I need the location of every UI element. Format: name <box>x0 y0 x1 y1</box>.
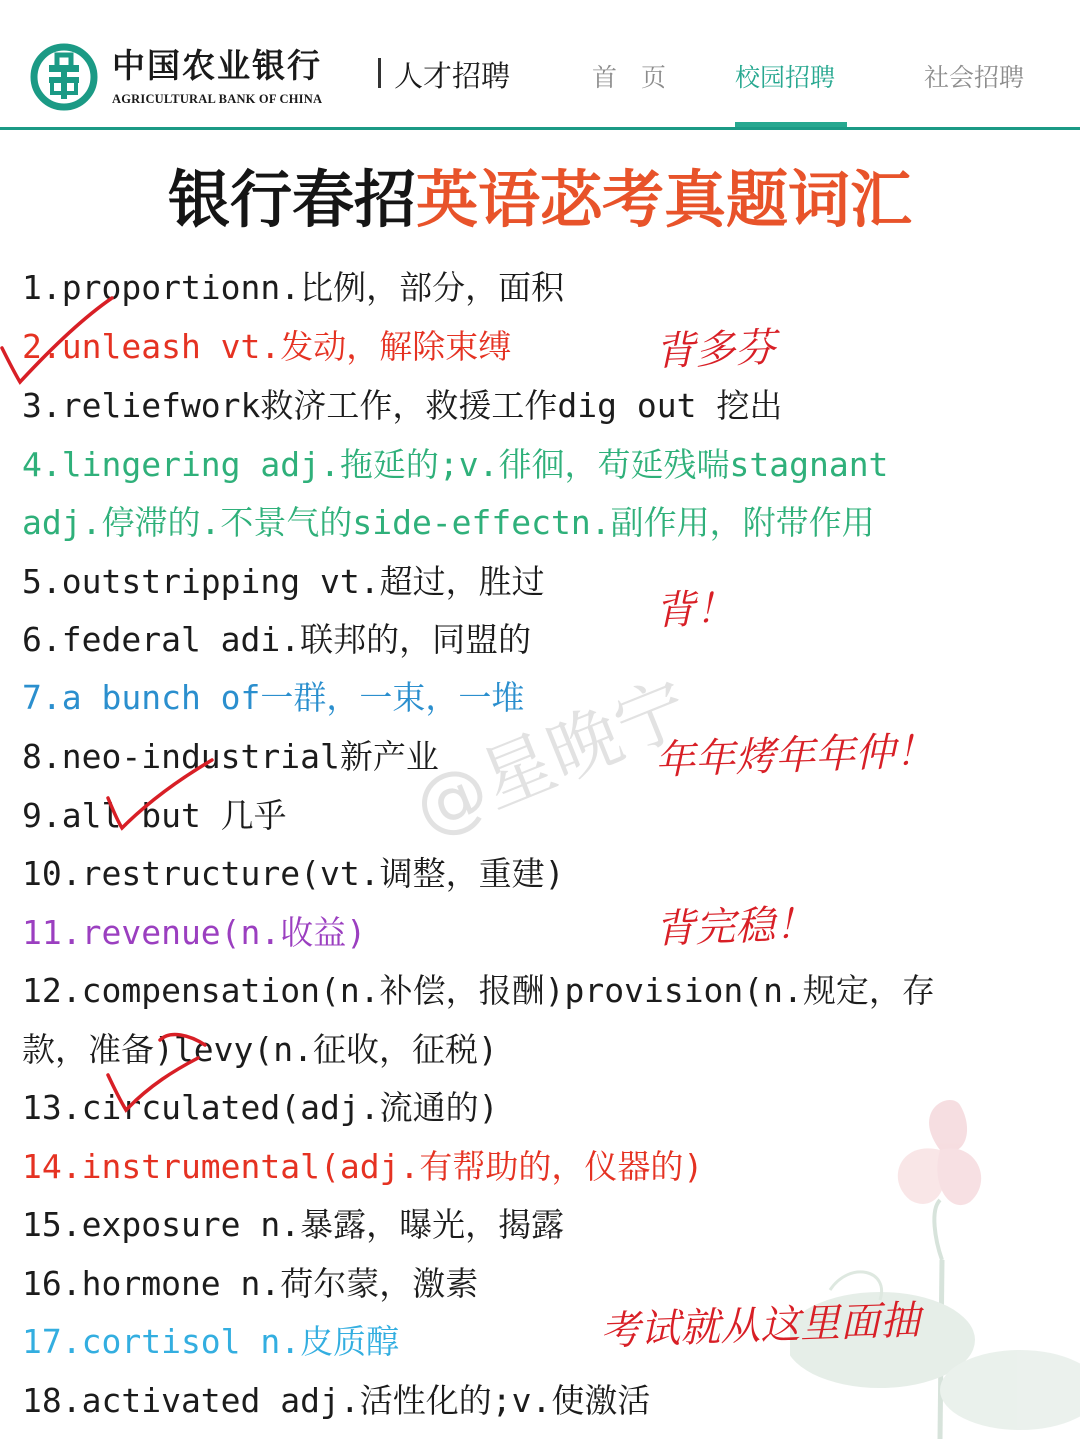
header-divider <box>378 58 381 88</box>
vocab-line-11: 11.revenue(n.收益) <box>22 913 367 952</box>
handwritten-note-3: 年年烤年年仲！ <box>654 728 936 784</box>
watermark: @星晚宁 <box>402 664 701 851</box>
vocab-line-18: 18.activated adj.活性化的;v.使激活 <box>22 1381 651 1420</box>
nav-home[interactable]: 首 页 <box>592 63 674 92</box>
vocab-line-4-cont: adj.停滞的.不景气的side-effectn.副作用，附带作用 <box>22 503 875 542</box>
handwritten-note-4: 背完稳！ <box>654 901 816 953</box>
title-part-black: 银行春招 <box>167 163 416 236</box>
section-title: 人才招聘 <box>394 59 511 93</box>
vocab-line-5: 5.outstripping vt.超过，胜过 <box>22 562 545 601</box>
lotus-flower-icon <box>790 1090 1080 1439</box>
nav-social-recruitment[interactable]: 社会招聘 <box>924 63 1025 92</box>
vocab-line-12-cont: 款，准备)levy(n.征收，征税) <box>22 1030 498 1069</box>
vocab-line-6: 6.federal adi.联邦的，同盟的 <box>22 620 532 659</box>
vocab-line-10: 10.restructure(vt.调整，重建) <box>22 854 565 893</box>
handwritten-note-2: 背！ <box>654 585 736 635</box>
vocab-line-12: 12.compensation(n.补偿，报酬)provision(n.规定，存 <box>22 971 935 1010</box>
vocab-line-17: 17.cortisol n.皮质醇 <box>22 1322 400 1361</box>
page-title <box>0 150 1080 239</box>
vocab-line-15: 15.exposure n.暴露，曝光，揭露 <box>22 1205 565 1244</box>
bank-name-english: AGRICULTURAL BANK OF CHINA <box>112 92 323 106</box>
vocab-line-1: 1.proportionn.比例，部分，面积 <box>22 268 565 307</box>
bank-name: 中国农业银行 <box>112 46 322 85</box>
vocab-line-8: 8.neo-industrial新产业 <box>22 737 439 776</box>
abc-bank-logo-icon[interactable] <box>30 43 98 111</box>
vocab-line-13: 13.circulated(adj.流通的) <box>22 1088 499 1127</box>
header-bottom-border <box>0 127 1080 130</box>
vocab-line-9: 9.all but 几乎 <box>22 796 287 835</box>
vocab-line-3: 3.reliefwork救济工作，救援工作dig out 挖出 <box>22 386 783 425</box>
handwritten-note-1: 背多芬 <box>654 324 776 376</box>
title-part-red: 英语苾考真题词汇 <box>416 163 913 236</box>
vocab-line-7: 7.a bunch of一群，一束，一堆 <box>22 678 525 717</box>
site-header <box>0 0 1080 128</box>
vocab-line-14: 14.instrumental(adj.有帮助的，仪器的) <box>22 1147 704 1186</box>
handwritten-note-5: 考试就从这里面抽 <box>599 1297 921 1355</box>
nav-campus-recruitment[interactable]: 校园招聘 <box>735 63 836 92</box>
vocab-line-4: 4.lingering adj.拖延的;v.徘徊，苟延残喘stagnant <box>22 445 889 484</box>
vocab-line-2: 2.unleash vt.发动，解除束缚 <box>22 327 512 366</box>
vocab-line-16: 16.hormone n.荷尔蒙，激素 <box>22 1264 479 1303</box>
